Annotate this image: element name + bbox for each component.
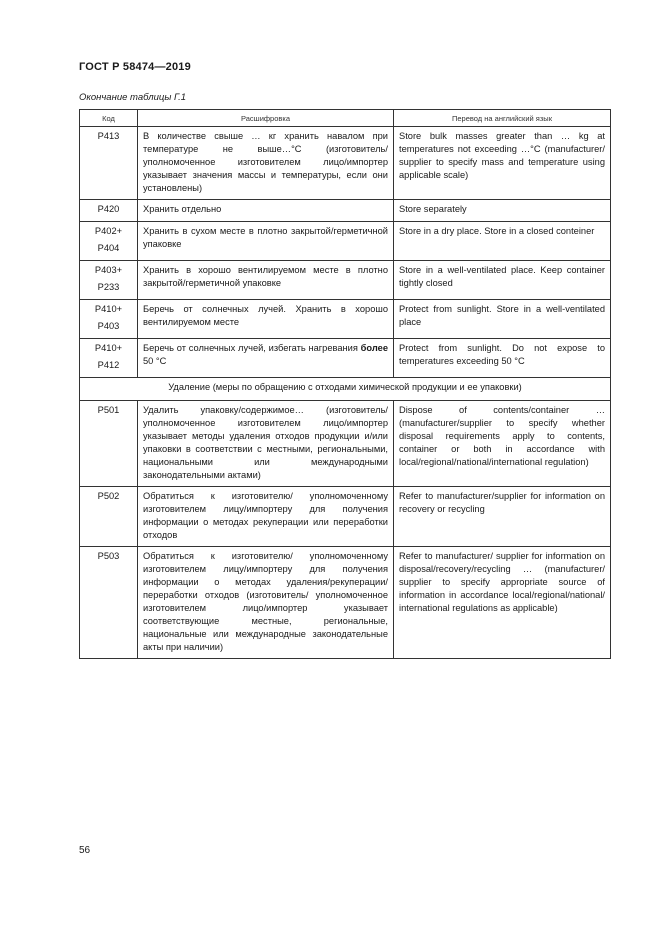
table-row <box>80 401 611 487</box>
page-number: 56 <box>79 845 91 856</box>
code-text: P413 <box>97 131 120 141</box>
decoding-bold-text: более <box>360 343 388 353</box>
code-text: P402+ <box>94 226 123 236</box>
column-header-code: Код <box>80 110 138 127</box>
translation-cell: Store bulk masses greater than … kg at temperatures not exceeding …°C (manufacturer/ supplier to specify mass and temperature using applicable scale) <box>394 127 611 200</box>
code-text: P410+ <box>94 343 123 353</box>
table-row <box>80 487 611 547</box>
table-row <box>80 547 611 659</box>
decoding-cell: Хранить в хорошо вентилируемом месте в плотно закрытой/герметичной упаковке <box>138 261 394 300</box>
table-row <box>80 261 611 300</box>
code-text: P503 <box>97 551 120 561</box>
decoding-cell: Обратиться к изготовителю/ уполномоченному изготовителем лицу/импортеру для получения информации о методах рекуперации или переработки отходов <box>138 487 394 547</box>
column-header-translation: Перевод на английский язык <box>394 110 611 127</box>
code-text: P410+ <box>94 304 123 314</box>
translation-cell: Protect from sunlight. Do not expose to temperatures exceeding 50 °C <box>394 339 611 378</box>
section-heading: Удаление (меры по обращению с отходами химической продукции и ее упаковки) <box>80 378 611 401</box>
code-text: P502 <box>97 491 120 501</box>
decoding-cell: Обратиться к изготовителю/ уполномоченному изготовителем лицу/импортеру для получения информации о методах удаления/рекуперации/переработки отходов (изготовитель/ уполномоченное изготовителем лицо/импортер указывает соответствующие местные, региональные, национальные или международные законодательные акты при наличии) <box>138 547 394 659</box>
code-cell <box>80 487 138 547</box>
code-text: P412 <box>97 360 120 370</box>
code-text: P404 <box>97 243 120 253</box>
code-cell <box>80 222 138 261</box>
code-cell <box>80 547 138 659</box>
translation-cell: Store in a well-ventilated place. Keep container tightly closed <box>394 261 611 300</box>
table-row <box>80 127 611 200</box>
table-row <box>80 222 611 261</box>
code-cell <box>80 261 138 300</box>
decoding-cell: В количестве свыше … кг хранить навалом при температуре не выше…°C (изготовитель/ уполномоченное изготовителем лицо/импортер указывает значения массы и температуры, если они установлены) <box>138 127 394 200</box>
table-row <box>80 200 611 222</box>
table-row <box>80 339 611 378</box>
translation-cell: Dispose of contents/container … (manufacturer/supplier to specify whether disposal requirements apply to contents, container or both in accordance with local/regional/national/international regulation) <box>394 401 611 487</box>
translation-cell: Refer to manufacturer/supplier for information on recovery or recycling <box>394 487 611 547</box>
decoding-cell: Хранить в сухом месте в плотно закрытой/герметичной упаковке <box>138 222 394 261</box>
document-title: ГОСТ Р 58474—2019 <box>79 61 191 73</box>
decoding-cell: Хранить отдельно <box>138 200 394 222</box>
code-text: P420 <box>97 204 120 214</box>
translation-cell: Refer to manufacturer/ supplier for information on disposal/recovery/recycling … (manufacturer/ supplier to specify appropriate source of information in accordance local/regional/national/ international regulations as applicable) <box>394 547 611 659</box>
code-text: P501 <box>97 405 120 415</box>
code-cell <box>80 401 138 487</box>
decoding-text: 50 °C <box>143 356 167 366</box>
code-text: P403+ <box>94 265 123 275</box>
section-row <box>80 378 611 401</box>
decoding-cell: Беречь от солнечных лучей. Хранить в хорошо вентилируемом месте <box>138 300 394 339</box>
decoding-text: Беречь от солнечных лучей, избегать нагревания <box>143 343 358 353</box>
code-cell <box>80 339 138 378</box>
table-header-row <box>80 110 611 127</box>
translation-cell: Store in a dry place. Store in a closed conteiner <box>394 222 611 261</box>
decoding-cell <box>138 339 394 378</box>
code-cell <box>80 300 138 339</box>
code-cell <box>80 127 138 200</box>
translation-cell: Store separately <box>394 200 611 222</box>
code-text: P403 <box>97 321 120 331</box>
column-header-decoding: Расшифровка <box>138 110 394 127</box>
table-row <box>80 300 611 339</box>
decoding-cell: Удалить упаковку/содержимое… (изготовитель/ уполномоченное изготовителем лицо/импортер указывает методы удаления отходов продукции и/или упаковки в соответствии с местными, региональными, национальными или международными законодательными актами) <box>138 401 394 487</box>
code-cell <box>80 200 138 222</box>
hazard-codes-table <box>79 109 611 659</box>
table-caption: Окончание таблицы Г.1 <box>79 92 187 103</box>
translation-cell: Protect from sunlight. Store in a well-ventilated place <box>394 300 611 339</box>
code-text: P233 <box>97 282 120 292</box>
